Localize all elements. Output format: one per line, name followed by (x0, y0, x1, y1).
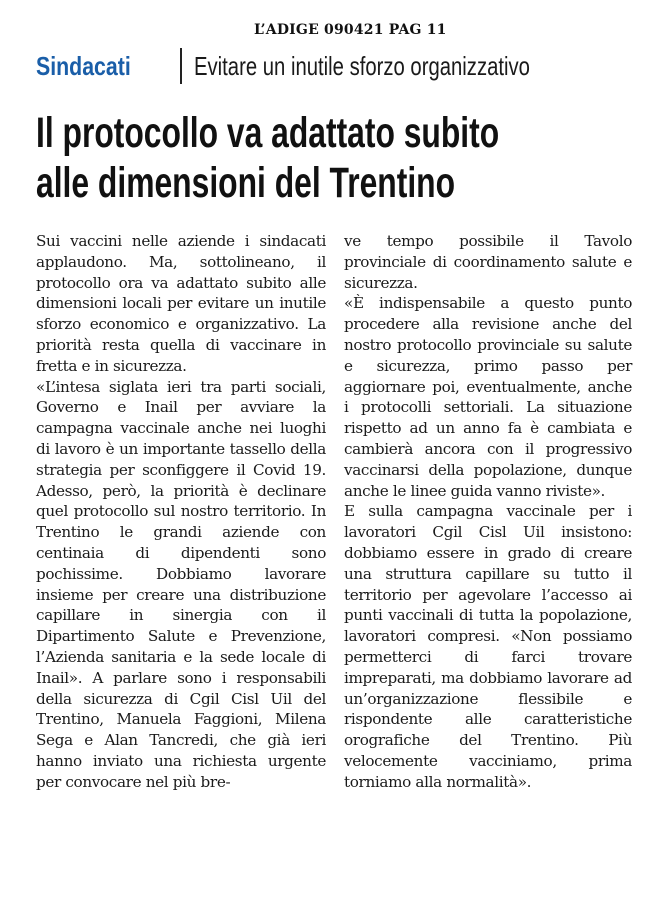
kicker-divider (180, 48, 182, 84)
paragraph: ve tempo possibile il Tavolo provinciale di coordinamento salute e sicurezza. (344, 232, 632, 292)
paragraph: «L’intesa siglata ieri tra parti sociali, Governo e Inail per avviare la campagna vaccinale anche nei luoghi di lavoro è un importante tassello della strategia per sconfiggere il Covid 19. Adesso, però, la priorità è declinare quel protocollo sul nostro territorio. In Trentino le grandi aziende con centinaia di dipendenti sono pochissime. Dobbiamo lavorare insieme per creare una distribuzione capillare in sinergia con il Dipartimento Salute e Prevenzione, l’Azienda sanitaria e la sede locale di Inail». A parlare sono i responsabili della sicurezza di Cgil Cisl Uil del Trentino, Manuela Faggioni, Milena Sega e Alan Tancredi, che già ieri hanno inviato una richiesta urgente per convocare nel più bre- (36, 377, 326, 791)
source-line: L’ADIGE 090421 PAG 11 (254, 22, 447, 38)
paragraph: «È indispensabile a questo punto procedere alla revisione anche del nostro protocollo provinciale su salute e sicurezza, primo passo per aggiornare poi, eventualmente, anche i protocolli settoriali. La situazione rispetto ad un anno fa è cambiata e cambierà ancora con il progressivo vaccinarsi della popolazione, dunque anche le linee guida vanno riviste». (344, 294, 632, 500)
section-kicker: Sindacati (36, 50, 131, 81)
paragraph: Sui vaccini nelle aziende i sindacati applaudono. Ma, sottolineano, il protocollo ora va adattato subito alle dimensioni locali per evitare un inutile sforzo economico e organizzativo. La priorità resta quella di vaccinare in fretta e in sicurezza. (36, 232, 326, 375)
headline (36, 108, 569, 208)
headline-line-2: alle dimensioni del Trentino (36, 159, 456, 207)
kicker-row (36, 44, 626, 88)
article-column-right (344, 231, 632, 793)
article-column-left (36, 231, 326, 793)
headline-line-1: Il protocollo va adattato subito (36, 109, 500, 157)
paragraph: E sulla campagna vaccinale per i lavoratori Cgil Cisl Uil insistono: dobbiamo essere in grado di creare una struttura capillare su tutto il territorio per agevolare l’accesso ai punti vaccinali di tutta la popolazione, lavoratori compresi. «Non possiamo permetterci di farci trovare impreparati, ma dobbiamo lavorare ad un’organizzazione flessibile e rispondente alle caratteristiche orografiche del Trentino. Più velocemente vacciniamo, prima torniamo alla normalità». (344, 502, 632, 791)
subtitle: Evitare un inutile sforzo organizzativo (194, 50, 530, 81)
